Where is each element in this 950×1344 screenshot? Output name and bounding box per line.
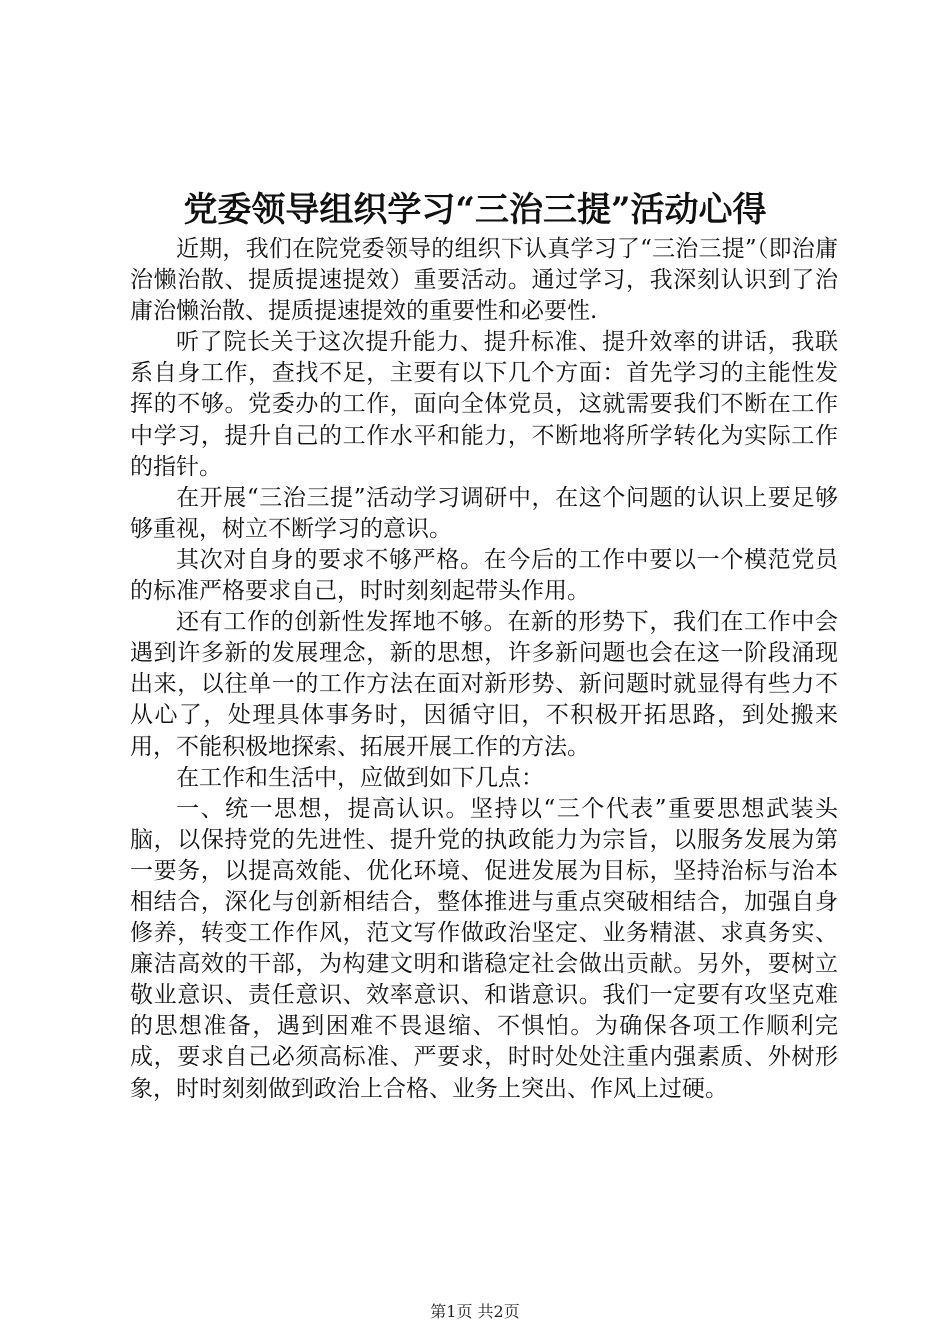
- document-title: 党委领导组织学习“三治三提”活动心得: [183, 190, 767, 230]
- page-footer: 第1页 共2页: [430, 1302, 520, 1321]
- paragraph-6: 在工作和生活中，应做到如下几点：: [176, 764, 544, 791]
- paragraph-7: 一、统一思想，提高认识。坚持以“三个代表”重要思想武装头脑，以保持党的先进性、提升党的执政能力为宗旨，以服务发展为第一要务，以提高效能、优化环境、促进发展为目标，坚持治标与治本相结合，深化与创新相结合，整体推进与重点突破相结合，加强自身修养，转变工作作风，范文写作做政治坚定、业务精湛、求真务实、廉洁高效的干部，为构建文明和谐稳定社会做出贡献。另外，要树立敬业意识、责任意识、效率意识、和谐意识。我们一定要有攻坚克难的思想准备，遇到困难不畏退缩、不惧怕。为确保各项工作顺利完成，要求自己必须高标准、严要求，时时处处注重内强素质、外树形象，时时刻刻做到政治上合格、业务上突出、作风上过硬。: [130, 795, 838, 1102]
- paragraph-3: 在开展“三治三提”活动学习调研中，在这个问题的认识上要足够够重视，树立不断学习的意识。: [130, 484, 838, 542]
- paragraph-5: 还有工作的创新性发挥地不够。在新的形势下，我们在工作中会遇到许多新的发展理念，新的思想，许多新问题也会在这一阶段涌现出来，以往单一的工作方法在面对新形势、新问题时就显得有些力不从心了，处理具体事务时，因循守旧，不积极开拓思路，到处搬来用，不能积极地探索、拓展开展工作的方法。: [130, 609, 838, 760]
- paragraph-2: 听了院长关于这次提升能力、提升标准、提升效率的讲话，我联系自身工作，查找不足，主要有以下几个方面：首先学习的主能性发挥的不够。党委办的工作，面向全体党员，这就需要我们不断在工作中学习，提升自己的工作水平和能力，不断地将所学转化为实际工作的指针。: [130, 329, 838, 480]
- document-body: [130, 234, 838, 1105]
- paragraph-1: 近期，我们在院党委领导的组织下认真学习了“三治三提”（即治庸治懒治散、提质提速提效）重要活动。通过学习，我深刻认识到了治庸治懒治散、提质提速提效的重要性和必要性.: [130, 236, 838, 325]
- paragraph-4: 其次对自身的要求不够严格。在今后的工作中要以一个模范党员的标准严格要求自己，时时刻刻起带头作用。: [130, 546, 838, 605]
